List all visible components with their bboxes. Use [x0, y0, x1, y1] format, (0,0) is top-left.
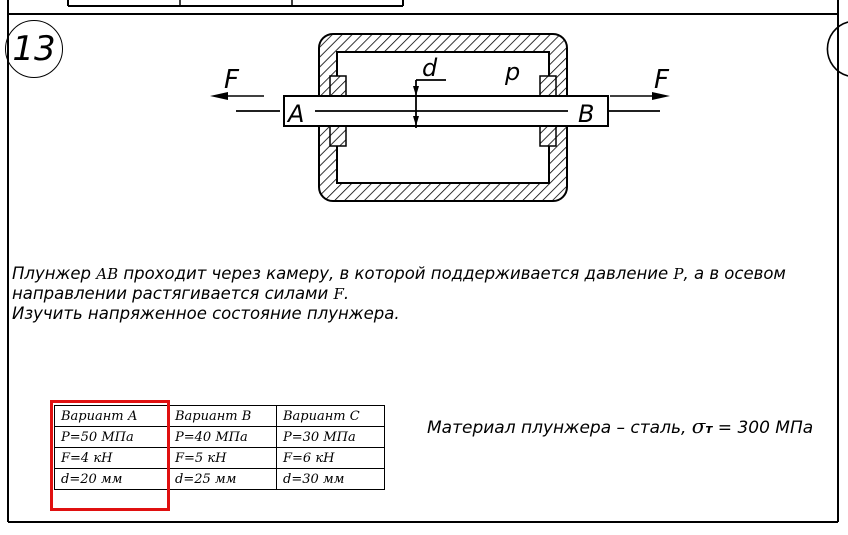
table-cell: P=30 МПа: [277, 427, 385, 448]
material-note: Материал плунжера – сталь, σт = 300 МПа: [427, 414, 814, 438]
statement-line-1: Плунжер AB проходит через камеру, в которой поддерживается давление P, а в осевом: [12, 264, 786, 283]
label-force-right: F: [654, 65, 669, 95]
table-cell: F=4 кН: [55, 448, 169, 469]
table-cell: d=20 мм: [55, 469, 169, 490]
label-end-b: B: [578, 100, 595, 128]
table-cell: P=40 МПа: [169, 427, 277, 448]
table-cell: F=5 кН: [169, 448, 277, 469]
variant-a-highlight: [50, 400, 170, 511]
table-cell: d=30 мм: [277, 469, 385, 490]
table-cell: P=50 МПа: [55, 427, 169, 448]
problem-number: 13: [5, 20, 63, 78]
statement-line-2: направлении растягивается силами F.: [12, 284, 350, 303]
label-end-a: A: [288, 100, 305, 128]
problem-statement: [12, 264, 832, 324]
label-diameter: d: [422, 54, 438, 82]
statement-line-3: Изучить напряженное состояние плунжера.: [12, 304, 400, 323]
table-cell: Вариант В: [169, 406, 277, 427]
label-force-left: F: [224, 65, 239, 95]
table-cell: Вариант С: [277, 406, 385, 427]
table-cell: F=6 кН: [277, 448, 385, 469]
table-cell: Вариант А: [55, 406, 169, 427]
table-cell: d=25 мм: [169, 469, 277, 490]
label-pressure: p: [505, 58, 521, 86]
